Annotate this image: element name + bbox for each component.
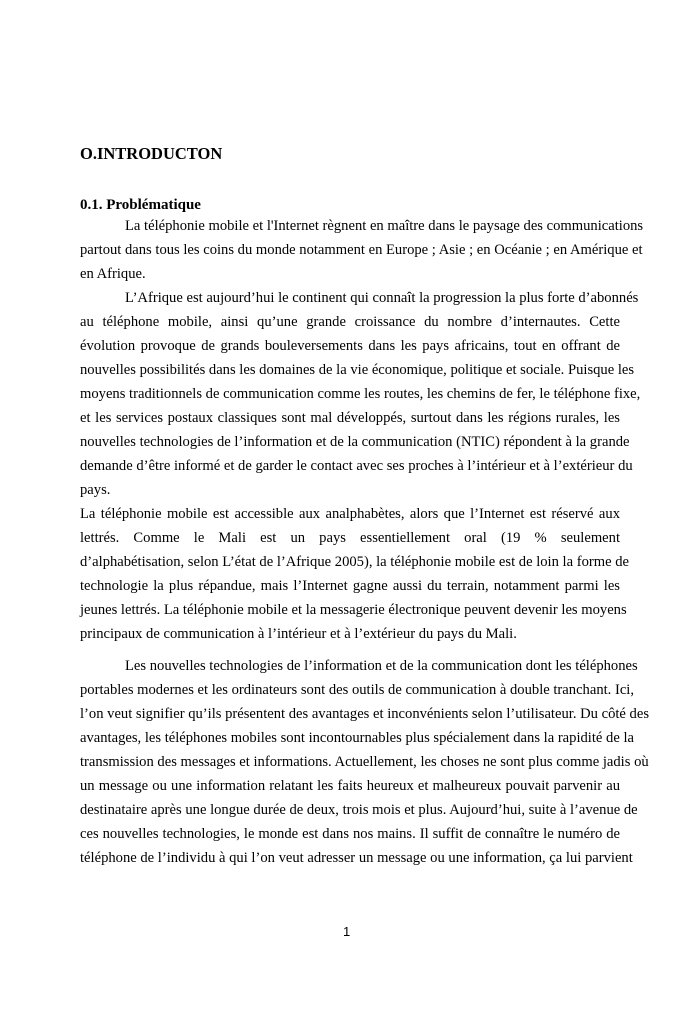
text-line: évolution provoque de grands bouleversements dans les pays africains, tout en offrant de [80, 338, 620, 354]
text-line: d’alphabétisation, selon L’état de l’Afrique 2005), la téléphonie mobile est de loin la forme de [80, 554, 629, 570]
paragraph [80, 286, 641, 502]
text-line: téléphone de l’individu à qui l’on veut adresser un message ou une information, ça lui parvient [80, 850, 633, 866]
text-line: pays. [80, 482, 111, 498]
text-line: transmission des messages et informations. Actuellement, les choses ne sont plus comme jadis où [80, 754, 649, 770]
text-line: un message ou une information relatant les faits heureux et malheureux pouvait parvenir au [80, 778, 620, 794]
text-line: demande d’être informé et de garder le contact avec ses proches à l’intérieur et à l’extérieur du [80, 458, 633, 474]
text-line: Les nouvelles technologies de l’information et de la communication dont les téléphones [125, 658, 638, 674]
text-line: jeunes lettrés. La téléphonie mobile et la messagerie électronique peuvent devenir les moyens [80, 602, 627, 618]
text-line: destinataire après une longue durée de deux, trois mois et plus. Aujourd’hui, suite à l’avenue de [80, 802, 638, 818]
text-line: technologie la plus répandue, mais l’Internet gagne aussi du terrain, notamment parmi les [80, 578, 620, 594]
text-line: ces nouvelles technologies, le monde est dans nos mains. Il suffit de connaître le numéro de [80, 826, 620, 842]
text-line: partout dans tous les coins du monde notamment en Europe ; Asie ; en Océanie ; en Amérique et [80, 242, 643, 258]
text-line: La téléphonie mobile et l'Internet règnent en maître dans le paysage des communications [125, 218, 644, 234]
text-line: nouvelles technologies de l’information et de la communication (NTIC) répondent à la grande [80, 434, 630, 450]
text-line: principaux de communication à l’intérieur et à l’extérieur du pays du Mali. [80, 626, 517, 642]
text-line: portables modernes et les ordinateurs sont des outils de communication à double tranchant. Ici, [80, 682, 635, 698]
text-line: avantages, les téléphones mobiles sont incontournables plus spécialement dans la rapidité de la [80, 730, 634, 746]
text-line: et les services postaux classiques sont mal développés, surtout dans les régions rurales, les [80, 410, 620, 426]
text-line: au téléphone mobile, ainsi qu’une grande croissance du nombre d’internautes. Cette [80, 314, 620, 330]
text-line: l’on veut signifier qu’ils présentent des avantages et inconvénients selon l’utilisateur. Du côté des [80, 706, 650, 722]
paragraph [80, 654, 650, 870]
paragraph [80, 214, 644, 286]
text-line: La téléphonie mobile est accessible aux analphabètes, alors que l’Internet est réservé aux [80, 506, 620, 522]
document-title: O.INTRODUCTON [80, 144, 223, 163]
document-body [80, 214, 650, 870]
section-heading: 0.1. Problématique [80, 197, 201, 213]
text-line: lettrés. Comme le Mali est un pays essentiellement oral (19 % seulement [80, 530, 620, 546]
text-line: en Afrique. [80, 266, 146, 282]
text-line: nouvelles possibilités dans les domaines de la vie économique, politique et sociale. Puisque les [80, 362, 635, 378]
text-line: L’Afrique est aujourd’hui le continent qui connaît la progression la plus forte d’abonnés [125, 290, 639, 306]
text-line: moyens traditionnels de communication comme les routes, les chemins de fer, le téléphone fixe, [80, 386, 641, 402]
page-number: 1 [343, 924, 351, 939]
paragraph [80, 502, 629, 646]
